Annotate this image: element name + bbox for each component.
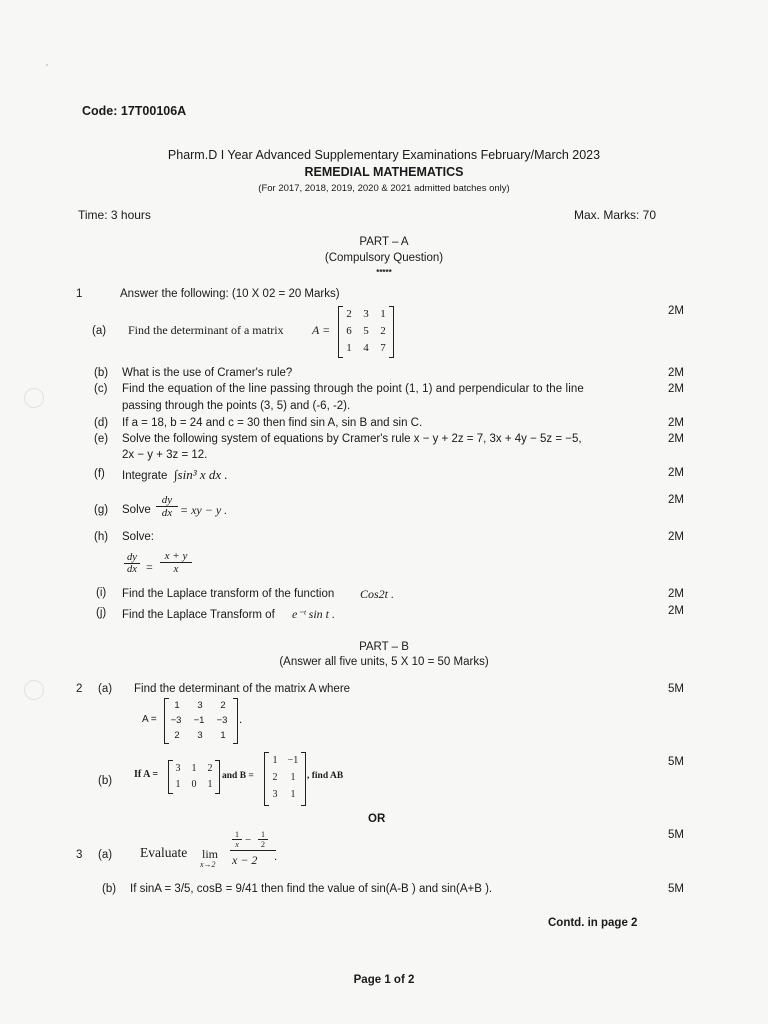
item-marks: 2M (668, 605, 684, 617)
batches-note: (For 2017, 2018, 2019, 2020 & 2021 admitted batches only) (258, 183, 510, 194)
limit-denominator: x − 2 (232, 853, 258, 867)
find-ab-text: , find AB (307, 771, 344, 781)
laplace-expr: Cos2t . (360, 587, 395, 601)
matrix-2a: 1 3 2 −3 −1 −3 2 3 1 (164, 698, 238, 744)
matrix-1a: 2 3 1 6 5 2 1 4 7 (338, 306, 394, 358)
item-label: (e) (94, 433, 109, 445)
item-marks: 2M (668, 433, 684, 445)
item-label: (c) (94, 383, 108, 395)
item-marks: 2M (668, 383, 684, 395)
laplace-expr: e⁻ᵗ sin t . (292, 607, 336, 621)
derivative-fraction: $\frac{dy}{dx}$ (124, 552, 140, 575)
item-label: (i) (96, 587, 107, 599)
part-a-title: PART – A (359, 236, 409, 248)
item-label: (g) (94, 504, 109, 516)
item-label: (a) (92, 325, 107, 337)
item-label: (h) (94, 531, 109, 543)
part-a-stars: ***** (376, 268, 392, 277)
matrix-2b-A: 3 1 2 1 0 1 (168, 760, 220, 794)
item-marks: 2M (668, 467, 684, 479)
item-text: Find the determinant of a matrix (128, 323, 284, 337)
equals-sign: = (146, 560, 153, 574)
item-text-cont: 2x − y + 3z = 12. (122, 449, 208, 461)
part-b-title: PART – B (359, 641, 409, 653)
punch-hole (24, 388, 44, 408)
item-label: (j) (96, 607, 107, 619)
item-marks: 2M (668, 588, 684, 600)
or-divider: OR (368, 813, 386, 825)
item-text: Evaluate (140, 845, 188, 860)
matrix-2b-B: 1 −1 2 1 3 1 (264, 752, 306, 806)
item-marks: 2M (668, 494, 684, 506)
item-label: (a) (98, 683, 113, 695)
scan-speck (46, 64, 48, 66)
item-label: (a) (98, 849, 113, 861)
limit-end-period: . (274, 851, 278, 863)
item-label: (f) (94, 468, 105, 480)
item-marks: 5M (668, 883, 684, 895)
item-label: (b) (102, 883, 117, 895)
part-b-subtitle: (Answer all five units, 5 X 10 = 50 Marks) (279, 656, 489, 668)
item-marks: 5M (668, 756, 684, 768)
limit-word: lim (202, 847, 219, 861)
item-marks: 2M (668, 417, 684, 429)
item-text: What is the use of Cramer's rule? (122, 367, 293, 379)
item-text: If sinA = 3/5, cosB = 9/41 then find the value of sin(A-B ) and sin(A+B ). (130, 883, 493, 895)
limit-numerator: $\frac{1}{x}$ − $\frac{1}{2}$ (230, 830, 276, 851)
item-text: Find the equation of the line passing through the point (1, 1) and perpendicular to the line (122, 383, 584, 395)
matrix-var: A = (312, 323, 331, 337)
continued-note: Contd. in page 2 (548, 917, 638, 929)
part-a-subtitle: (Compulsory Question) (324, 252, 444, 264)
question-number: 1 (76, 288, 83, 300)
integral-expr: ∫sin³ x dx . (174, 467, 228, 482)
max-marks: Max. Marks: 70 (574, 208, 657, 222)
item-label: (b) (98, 775, 113, 787)
rhs-fraction: $\frac{x + y}{x}$ (160, 550, 192, 575)
item-marks: 2M (668, 367, 684, 379)
exam-title: Pharm.D I Year Advanced Supplementary Examinations February/March 2023 (167, 148, 601, 162)
limit-subscript: x→2 (200, 860, 216, 869)
derivative-fraction: $\frac{dy}{dx}$ (156, 494, 178, 519)
item-marks: 5M (668, 829, 684, 841)
exam-code: Code: 17T00106A (82, 104, 187, 118)
item-text: If a = 18, b = 24 and c = 30 then find sin A, sin B and sin C. (122, 417, 423, 429)
item-text-cont: passing through the points (3, 5) and (-6, -2). (122, 400, 351, 412)
question-instruction: Answer the following: (10 X 02 = 20 Marks) (120, 288, 340, 300)
item-text: Integrate (122, 470, 168, 482)
item-label: (b) (94, 367, 109, 379)
item-text: Find the determinant of the matrix A where (134, 683, 351, 695)
item-marks: 2M (668, 305, 684, 317)
page-number: Page 1 of 2 (353, 974, 415, 986)
item-label: (d) (94, 417, 109, 429)
matrix-var: If A = (134, 769, 159, 780)
question-number: 3 (76, 849, 83, 861)
exam-time: Time: 3 hours (78, 208, 151, 222)
item-text: Solve (122, 504, 151, 516)
question-number: 2 (76, 683, 83, 695)
punch-hole (24, 680, 44, 700)
and-text: and B = (222, 771, 254, 781)
item-text: Solve the following system of equations by Cramer's rule x − y + 2z = 7, 3x + 4y − 5z = −5, (122, 433, 582, 445)
item-marks: 5M (668, 683, 684, 695)
subject-title: REMEDIAL MATHEMATICS (304, 165, 464, 179)
item-marks: 2M (668, 531, 684, 543)
item-text: Find the Laplace Transform of (122, 609, 275, 621)
item-text: Solve: (122, 531, 154, 543)
equation-rhs: = xy − y . (180, 503, 228, 517)
matrix-var: A = (142, 714, 157, 725)
matrix-end-period: . (239, 714, 243, 726)
item-text: Find the Laplace transform of the function (122, 588, 335, 600)
